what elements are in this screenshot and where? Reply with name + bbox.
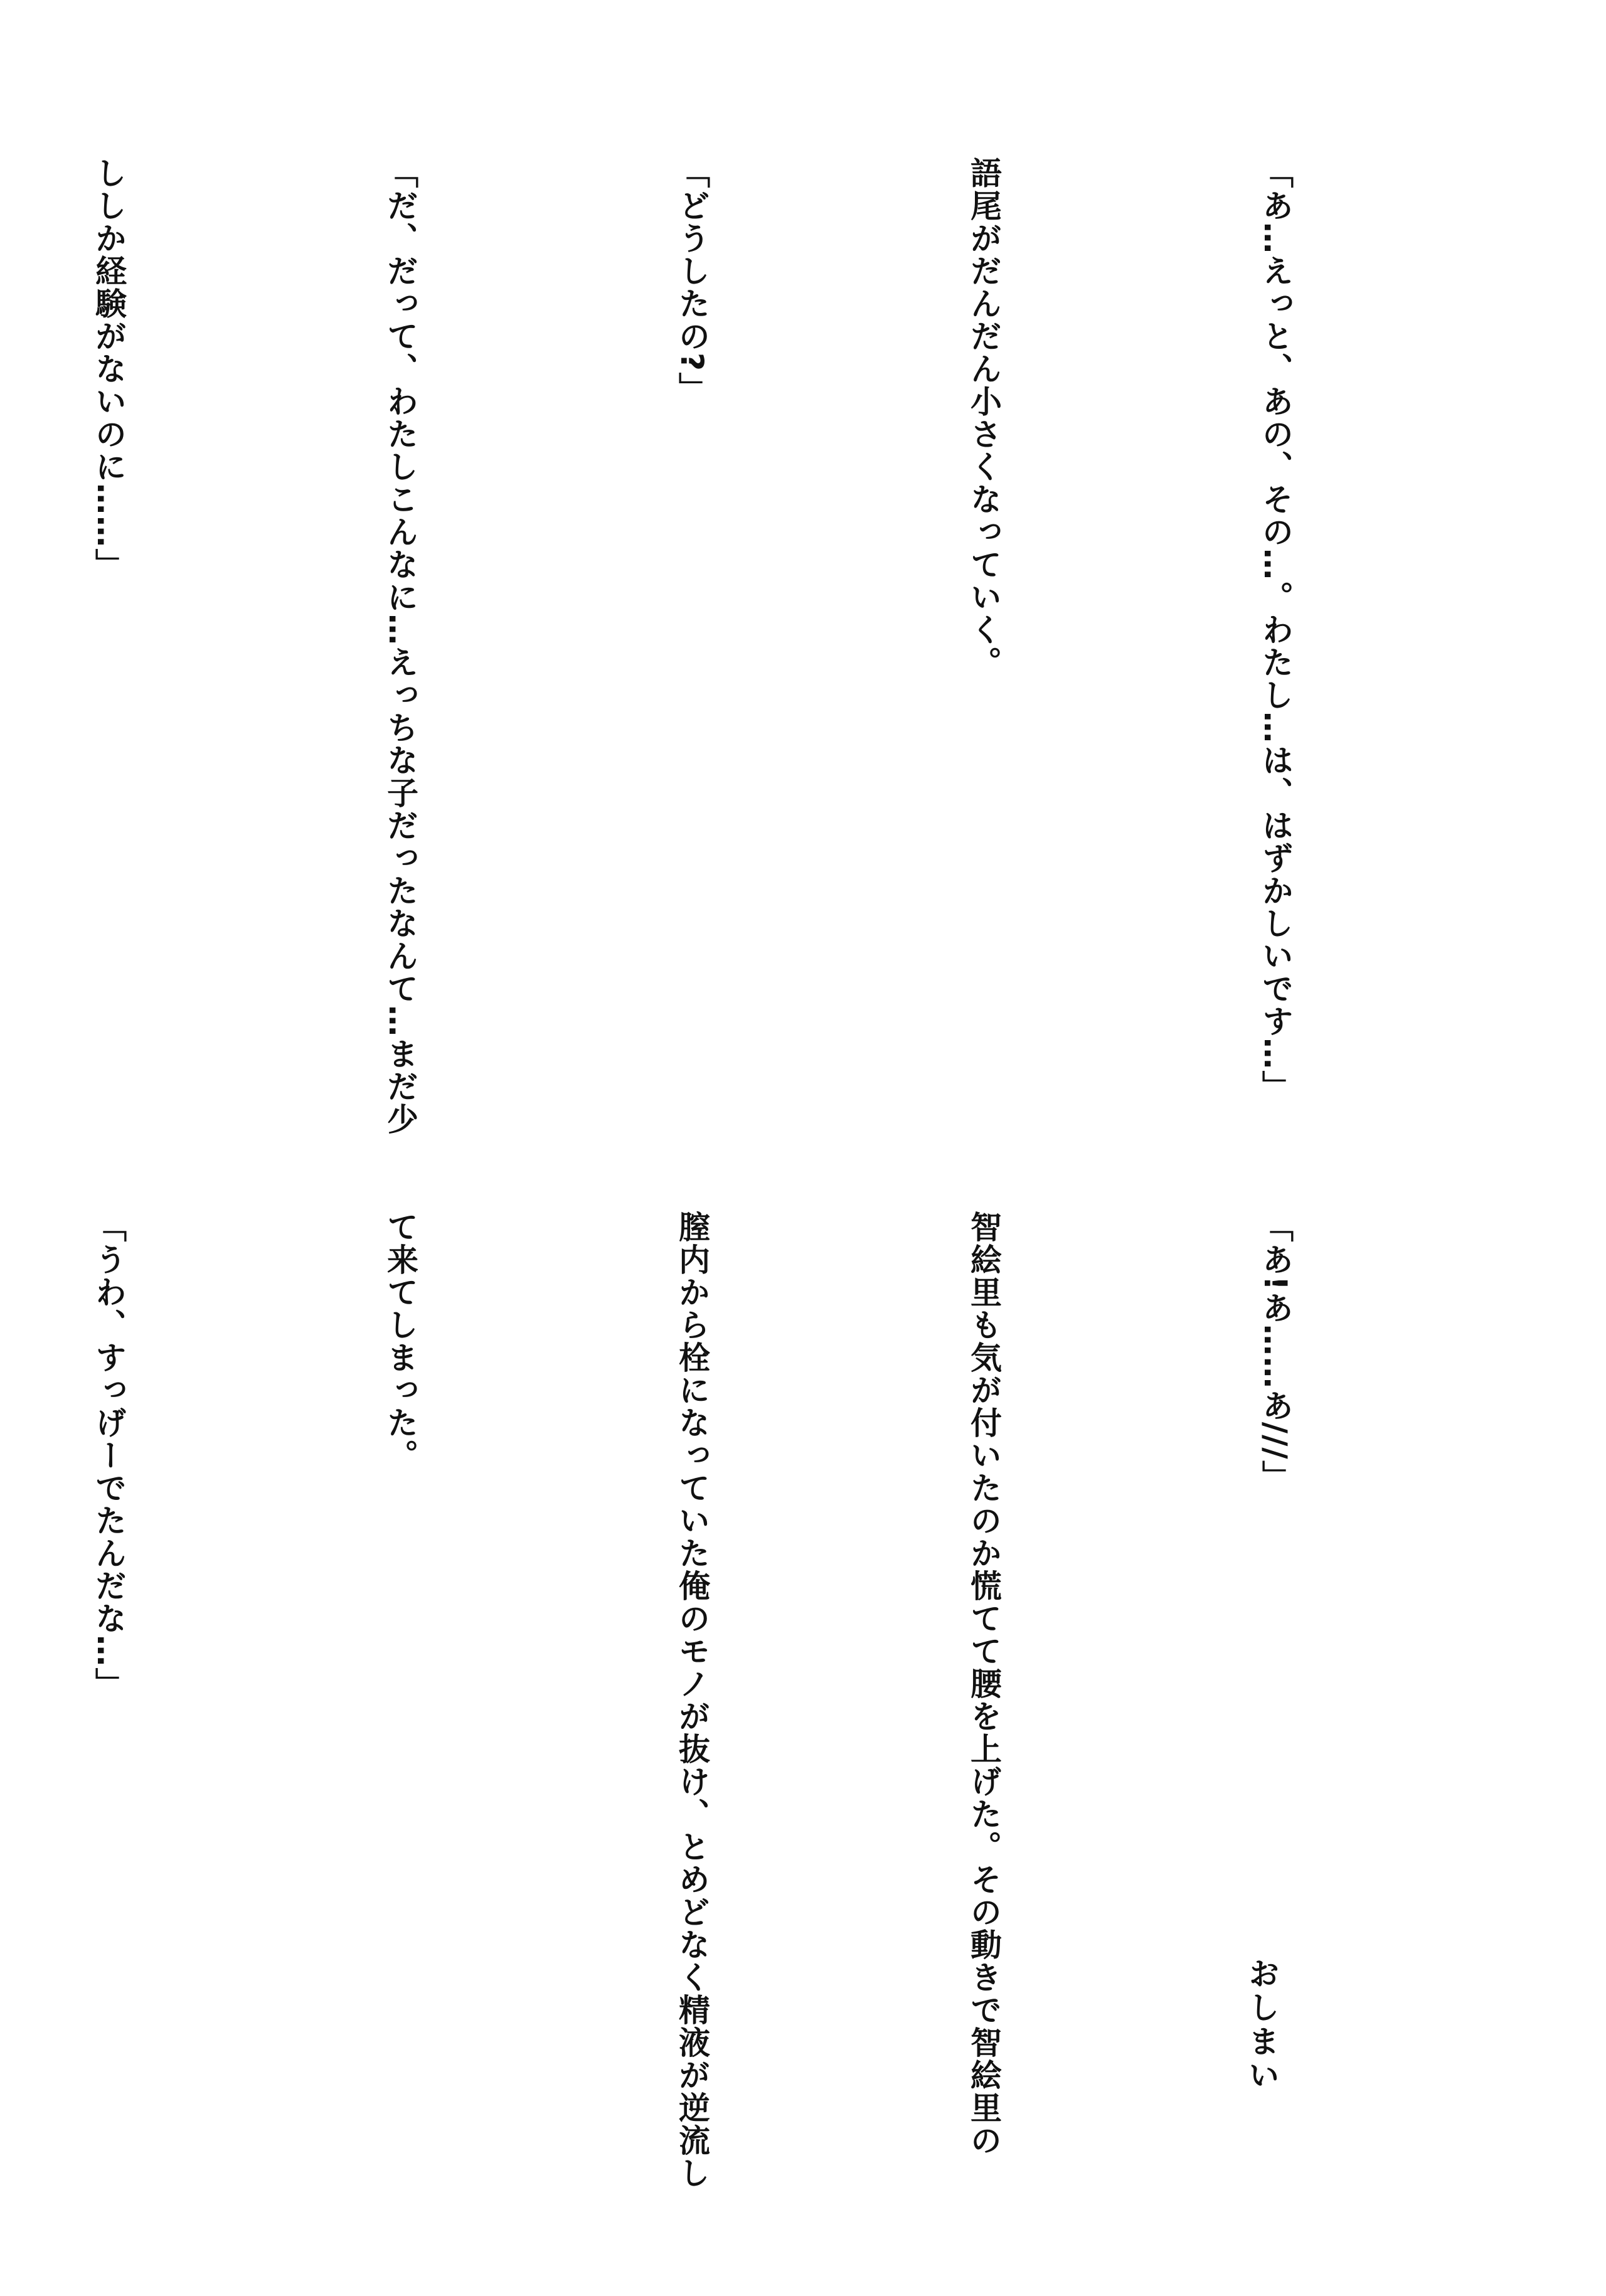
text-line: 「あ…えっと、あの、その…。わたし…は、はずかしいです…」 [1257,157,1294,1103]
text-line: 「だ、だって、わたしこんなに…えっちな子だったなんて…まだ少 [382,157,418,1135]
text-line: 「うわ、すっげーでたんだな…」 [90,1211,127,1700]
text-block-bottom [0,1211,1518,2189]
text-block-top [0,157,1518,1135]
closing-text: おしまい [1243,1957,1280,2093]
text-line: 膣内から栓になっていた俺のモノが抜け、とめどなく精液が逆流し [674,1211,710,2189]
text-line: ししか経験がないのに……」 [90,157,127,581]
text-line: 語尾がだんだん小さくなっていく。 [965,157,1002,679]
text-line: 「あ!あ……あ///」 [1257,1211,1294,1493]
text-line: 智絵里も気が付いたのか慌てて腰を上げた。その動きで智絵里の [965,1211,1002,2157]
text-line: て来てしまった。 [382,1211,418,1472]
text-line: 「どうしたの?」 [674,157,710,405]
